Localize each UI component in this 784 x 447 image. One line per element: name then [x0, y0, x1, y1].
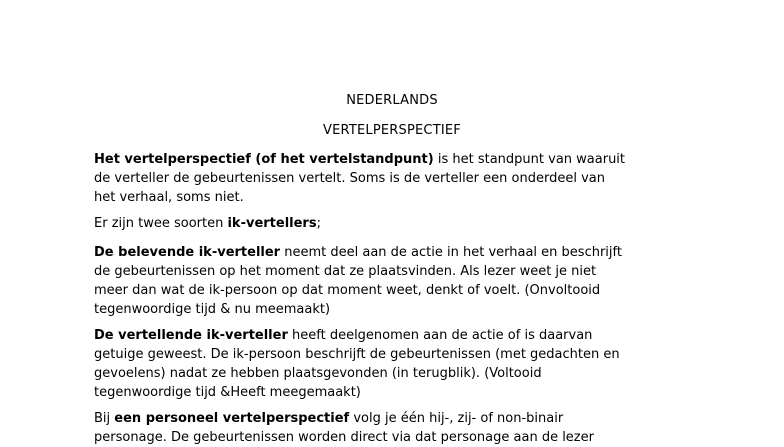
bold-term: De belevende ik-verteller — [94, 245, 281, 260]
bold-term: een personeel vertelperspectief — [114, 411, 350, 426]
paragraph-text: volg je één hij-, zij- of non-binair — [349, 411, 564, 426]
subject-heading: NEDERLANDS — [346, 93, 438, 108]
bold-term: ik-vertellers — [227, 216, 317, 231]
paragraph-text: personage. De gebeurtenissen worden direct via dat personage aan de lezer — [94, 430, 594, 445]
bold-term: De vertellende ik-verteller — [94, 328, 288, 343]
paragraph-types-intro — [94, 214, 714, 233]
topic-heading: VERTELPERSPECTIEF — [323, 123, 461, 138]
paragraph-text: gevoelens) nadat ze hebben plaatsgevonden (in terugblik). (Voltooid — [94, 366, 542, 381]
paragraph-belevende — [94, 243, 714, 319]
paragraph-text: Bij — [94, 411, 115, 426]
paragraph-text: is het standpunt van waaruit — [433, 152, 626, 167]
paragraph-text: tegenwoordige tijd & nu meemaakt) — [94, 302, 331, 317]
paragraph-text: Er zijn twee soorten — [94, 216, 228, 231]
paragraph-text: tegenwoordige tijd &Heeft meegemaakt) — [94, 385, 361, 400]
paragraph-text: het verhaal, soms niet. — [94, 190, 244, 205]
paragraph-text: meer dan wat de ik-persoon op dat moment weet, denkt of voelt. (Onvoltooid — [94, 283, 601, 298]
paragraph-text: de verteller de gebeurtenissen vertelt. Soms is de verteller een onderdeel van — [94, 171, 605, 186]
paragraph-personeel — [94, 409, 714, 447]
paragraph-text: neemt deel aan de actie in het verhaal en beschrijft — [280, 245, 622, 260]
paragraph-definition — [94, 150, 714, 207]
bold-term: Het vertelperspectief (of het vertelstandpunt) — [94, 152, 434, 167]
paragraph-text: heeft deelgenomen aan de actie of is daarvan — [287, 328, 593, 343]
paragraph-text: getuige geweest. De ik-persoon beschrijft de gebeurtenissen (met gedachten en — [94, 347, 620, 362]
paragraph-vertellende — [94, 326, 714, 402]
paragraph-text: de gebeurtenissen op het moment dat ze plaatsvinden. Als lezer weet je niet — [94, 264, 597, 279]
paragraph-text: ; — [316, 216, 321, 231]
